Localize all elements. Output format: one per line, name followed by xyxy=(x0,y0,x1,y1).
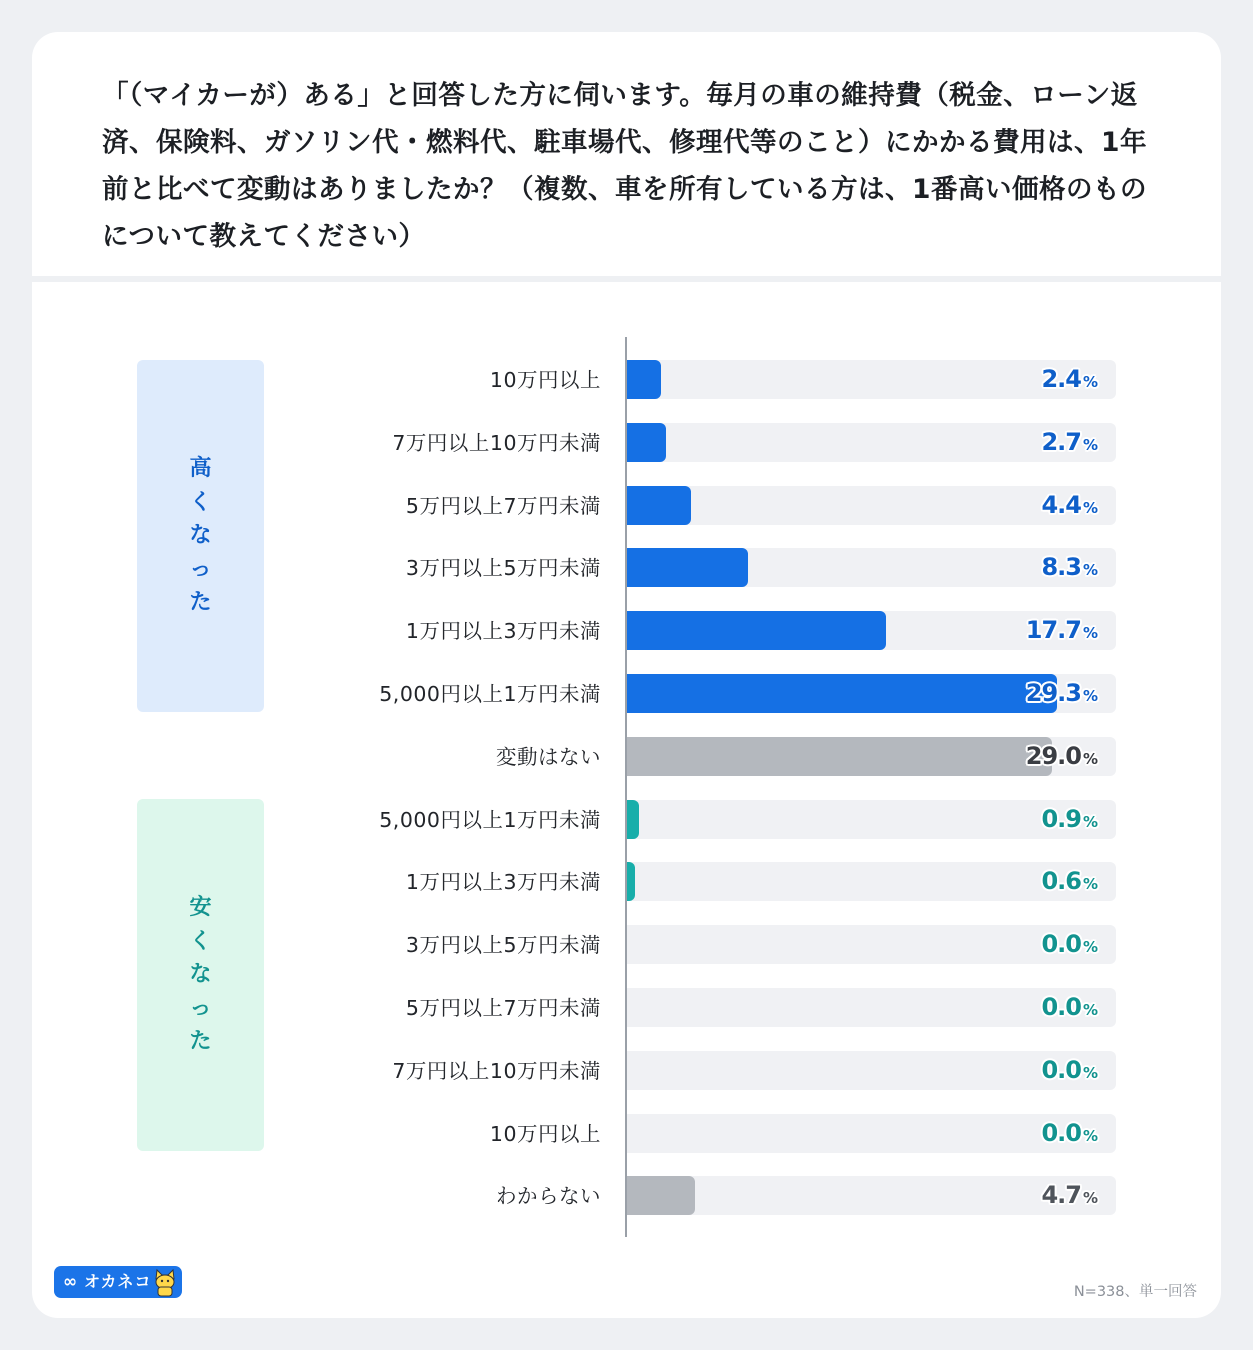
percent-sign: % xyxy=(1082,373,1098,391)
value-label xyxy=(898,674,1098,716)
value-label xyxy=(898,1051,1098,1093)
percent-sign: % xyxy=(1082,1189,1098,1208)
logo-infinity-icon: ∞ xyxy=(63,1272,78,1292)
group-down-char-1: く xyxy=(189,928,212,954)
percent-sign: % xyxy=(1082,561,1098,580)
group-down-char-4: た xyxy=(189,1029,212,1055)
bar xyxy=(626,1176,695,1215)
percent-sign: % xyxy=(1082,1126,1098,1145)
value-number: 2.7 xyxy=(1041,427,1081,456)
okaneko-logo xyxy=(54,1266,182,1298)
value-number: 8.3 xyxy=(1041,553,1081,582)
group-down-char-2: な xyxy=(189,962,212,988)
value-number: 17.7 xyxy=(1025,616,1081,645)
value-label xyxy=(898,988,1098,1030)
category-label: 5,000円以上1万円未満 xyxy=(379,807,601,832)
bar xyxy=(626,486,691,525)
value-number: 0.6 xyxy=(1041,867,1081,896)
value-number: 2.4 xyxy=(1041,365,1081,393)
group-down-char-0: 安 xyxy=(189,895,212,921)
value-label xyxy=(898,925,1098,967)
group-down-char-3: っ xyxy=(189,995,212,1021)
value-label xyxy=(898,360,1098,402)
value-number: 0.0 xyxy=(1041,1118,1081,1147)
chart-question: 「（マイカーが）ある」と回答した方に伺います。毎月の車の維持費（税金、ローン返済、保険料、ガソリン代・燃料代、駐車場代、修理代等のこと）にかかる費用は、1年前と比べて変動はありましたか？（複数、車を所有している方は、1番高い価格のものについて教えてください） xyxy=(102,80,1147,252)
group-up-char-0: 高 xyxy=(189,456,212,482)
category-label: 1万円以上3万円未満 xyxy=(405,619,601,644)
value-label xyxy=(898,548,1098,590)
percent-sign: % xyxy=(1082,1063,1098,1082)
bar xyxy=(626,611,886,650)
value-label xyxy=(898,423,1098,465)
category-label: 7万円以上10万円未満 xyxy=(392,430,601,455)
value-number: 0.9 xyxy=(1041,804,1081,833)
percent-sign: % xyxy=(1082,938,1098,957)
category-label: 10万円以上 xyxy=(489,1121,601,1146)
bar xyxy=(626,360,661,399)
value-label xyxy=(898,862,1098,904)
value-label xyxy=(898,611,1098,653)
category-label: 変動はない xyxy=(496,744,601,769)
category-label: わからない xyxy=(496,1184,601,1209)
bar xyxy=(626,548,748,587)
category-label: 10万円以上 xyxy=(489,368,601,392)
bar xyxy=(626,800,639,839)
group-up-char-1: く xyxy=(189,489,212,515)
value-number: 29.0 xyxy=(1025,741,1081,770)
percent-sign: % xyxy=(1082,498,1098,517)
group-up-char-4: た xyxy=(189,590,212,616)
logo-text: オカネコ xyxy=(84,1272,152,1291)
value-number: 0.0 xyxy=(1041,1055,1081,1084)
value-number: 4.4 xyxy=(1041,490,1081,519)
axis-line xyxy=(625,337,627,1237)
group-label-up xyxy=(137,360,264,712)
category-label: 7万円以上10万円未満 xyxy=(392,1058,601,1083)
value-number: 29.3 xyxy=(1025,679,1081,707)
value-label xyxy=(898,1176,1098,1218)
category-label: 5万円以上7万円未満 xyxy=(405,996,601,1020)
group-label-down xyxy=(137,799,264,1151)
category-label: 1万円以上3万円未満 xyxy=(405,870,601,895)
bar xyxy=(626,423,666,462)
percent-sign: % xyxy=(1082,1001,1098,1019)
percent-sign: % xyxy=(1082,875,1098,894)
value-number: 0.0 xyxy=(1041,930,1081,959)
group-up-char-2: な xyxy=(189,523,212,549)
category-label: 5万円以上7万円未満 xyxy=(405,493,601,518)
sample-note: N=338、単一回答 xyxy=(1073,1284,1197,1300)
value-number: 0.0 xyxy=(1041,993,1081,1021)
divider xyxy=(32,276,1221,282)
value-number: 4.7 xyxy=(1041,1181,1081,1210)
category-label: 5,000円以上1万円未満 xyxy=(379,682,601,706)
category-label: 3万円以上5万円未満 xyxy=(405,933,601,958)
group-up-char-3: っ xyxy=(189,556,212,582)
value-label xyxy=(898,486,1098,528)
percent-sign: % xyxy=(1082,435,1098,454)
value-label xyxy=(898,737,1098,779)
percent-sign: % xyxy=(1082,812,1098,831)
bar xyxy=(626,862,635,901)
percent-sign: % xyxy=(1082,624,1098,643)
percent-sign: % xyxy=(1082,749,1098,768)
value-label xyxy=(898,800,1098,842)
percent-sign: % xyxy=(1082,687,1098,705)
chart-card xyxy=(32,32,1221,1318)
category-label: 3万円以上5万円未満 xyxy=(405,556,601,581)
cat-mascot-icon xyxy=(152,1267,178,1297)
value-label xyxy=(898,1114,1098,1156)
